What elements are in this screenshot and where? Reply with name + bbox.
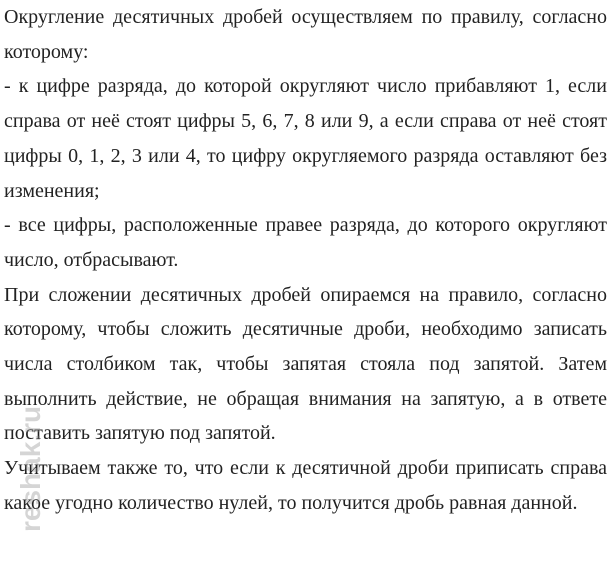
- document-body: [4, 0, 607, 521]
- paragraph-rounding-step-1: - к цифре разряда, до которой округляют число прибавляют 1, если справа от неё стоят цифры 5, 6, 7, 8 или 9, а если справа от неё стоят цифры 0, 1, 2, 3 или 4, то цифру округляемого разряда оставляют без изменения;: [4, 75, 607, 202]
- paragraph-addition-rule: При сложении десятичных дробей опираемся на правило, согласно которому, чтобы сложить десятичные дроби, необходимо записать числа столбиком так, чтобы запятая стояла под запятой. Затем выполнить действие, не обращая внимания на запятую, а в ответе поставить запятую под запятой.: [4, 283, 607, 445]
- paragraph-rounding-step-2: - все цифры, расположенные правее разряда, до которого округляют число, отбрасывают.: [4, 214, 607, 271]
- watermark-text: reshak.ru: [15, 405, 46, 532]
- paragraph-trailing-zeros: Учитываем также то, что если к десятичной дроби приписать справа какое угодно количество нулей, то получится дробь равная данной.: [4, 457, 607, 514]
- paragraph-rounding-rule: Округление десятичных дробей осуществляем по правилу, согласно которому:: [4, 6, 607, 63]
